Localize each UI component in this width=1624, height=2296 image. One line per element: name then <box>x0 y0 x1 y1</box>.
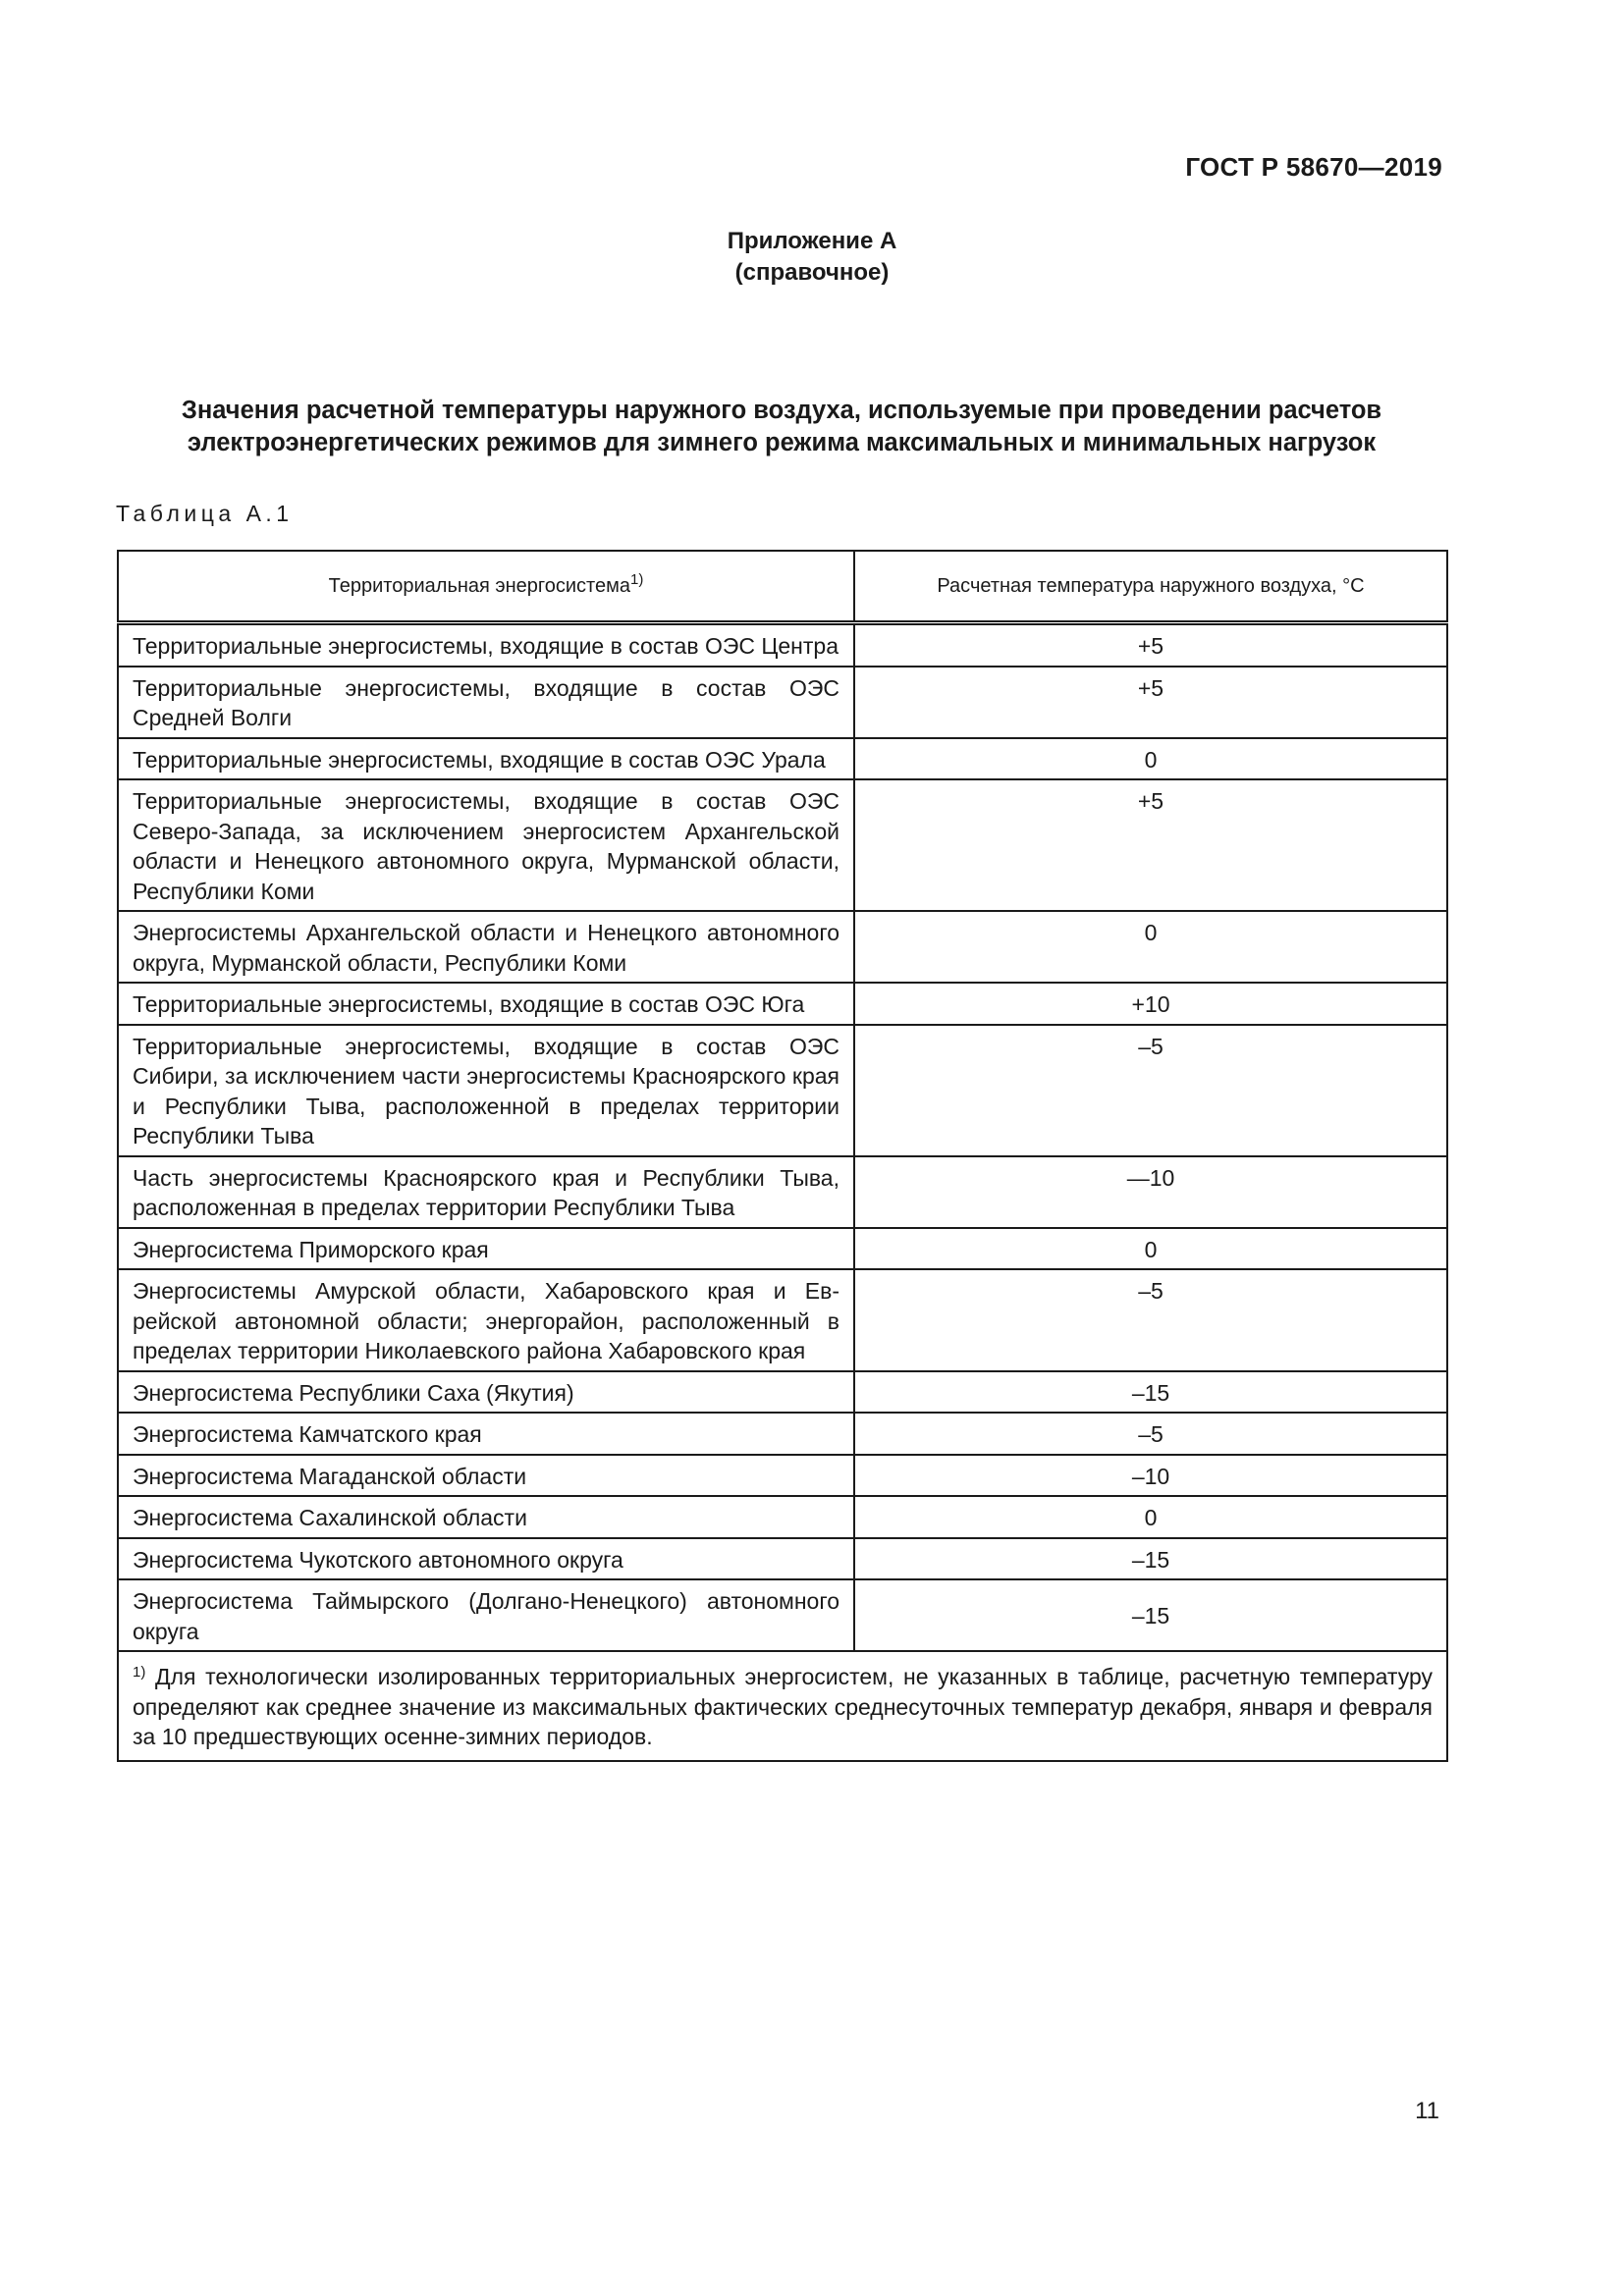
region-cell: Территориальные энергосистемы, входящие в состав ОЭС Сибири, за исключением части энергосистемы Красноярского края и Республики Тыва, расположенной в пределах территории Республики Тыва <box>118 1025 854 1156</box>
temperature-cell: +10 <box>854 983 1447 1025</box>
table-row <box>118 1413 1447 1455</box>
temperature-cell: –15 <box>854 1579 1447 1651</box>
document-title: Значения расчетной температуры наружного воздуха, используемые при проведении расчетов электроэнергетических режимов для зимнего режима максимальных и минимальных нагрузок <box>181 397 1382 456</box>
table-row <box>118 738 1447 780</box>
region-cell: Часть энергосистемы Красноярского края и Республики Тыва, расположенная в пределах территории Республики Тыва <box>118 1156 854 1228</box>
temperature-cell: –5 <box>854 1269 1447 1371</box>
footnote-text: Для технологически изолированных территориальных энергосистем, не указанных в таблице, расчетную температуру определяют как среднее значение из максимальных фактических среднесуточных температур декабря, января и февраля за 10 предшествующих осенне-зимних периодов. <box>133 1664 1433 1749</box>
region-cell: Территориальные энергосистемы, входящие в состав ОЭС Юга <box>118 983 854 1025</box>
document-code: ГОСТ Р 58670—2019 <box>1185 152 1442 182</box>
temperature-cell: –10 <box>854 1455 1447 1497</box>
header-region-label: Территориальная энергосистема <box>328 574 630 597</box>
table-header-row <box>118 551 1447 623</box>
region-cell: Энергосистемы Амурской области, Хабаровского края и Еврейской автономной области; энергорайон, расположенный в пределах территории Николаевского района Хабаровского края <box>118 1269 854 1371</box>
table-caption: Таблица А.1 <box>116 501 294 526</box>
page-number: 11 <box>1415 2098 1439 2124</box>
table-row <box>118 911 1447 983</box>
temperature-cell: —10 <box>854 1156 1447 1228</box>
region-cell: Энергосистема Приморского края <box>118 1228 854 1270</box>
header-temperature: Расчетная температура наружного воздуха, °С <box>854 551 1447 623</box>
region-cell: Энергосистема Сахалинской области <box>118 1496 854 1538</box>
table-row <box>118 1579 1447 1651</box>
temperature-table-container <box>117 550 1446 1762</box>
temperature-cell: +5 <box>854 623 1447 667</box>
region-cell: Энергосистемы Архангельской области и Ненецкого автономного округа, Мурманской области, Республики Коми <box>118 911 854 983</box>
region-cell: Энергосистема Магаданской области <box>118 1455 854 1497</box>
appendix-heading <box>0 226 1624 289</box>
temperature-cell: 0 <box>854 911 1447 983</box>
temperature-cell: 0 <box>854 1496 1447 1538</box>
appendix-kind: (справочное) <box>734 259 890 286</box>
temperature-cell: –5 <box>854 1025 1447 1156</box>
table-footnote-row <box>118 1651 1447 1761</box>
temperature-cell: –15 <box>854 1538 1447 1580</box>
table-row <box>118 1156 1447 1228</box>
table-row <box>118 1455 1447 1497</box>
table-row <box>118 1538 1447 1580</box>
region-cell: Территориальные энергосистемы, входящие в состав ОЭС Северо-Запада, за исключением энергосистем Архангельской области и Ненецкого автономного округа, Мурманской области, Республики Коми <box>118 779 854 911</box>
header-region <box>118 551 854 623</box>
table-row <box>118 667 1447 738</box>
region-cell: Территориальные энергосистемы, входящие в состав ОЭС Центра <box>118 623 854 667</box>
temperature-cell: 0 <box>854 1228 1447 1270</box>
table-row <box>118 1228 1447 1270</box>
region-cell: Территориальные энергосистемы, входящие в состав ОЭС Урала <box>118 738 854 780</box>
table-row <box>118 983 1447 1025</box>
table-row <box>118 1269 1447 1371</box>
temperature-cell: –5 <box>854 1413 1447 1455</box>
table-row <box>118 1025 1447 1156</box>
table-row <box>118 1371 1447 1414</box>
temperature-table <box>117 550 1448 1762</box>
table-row <box>118 623 1447 667</box>
temperature-cell: 0 <box>854 738 1447 780</box>
temperature-cell: +5 <box>854 779 1447 911</box>
header-footnote-mark: 1) <box>630 570 644 588</box>
region-cell: Энергосистема Чукотского автономного округа <box>118 1538 854 1580</box>
region-cell: Энергосистема Республики Саха (Якутия) <box>118 1371 854 1414</box>
appendix-title: Приложение А <box>727 228 897 254</box>
table-row <box>118 1496 1447 1538</box>
region-cell: Энергосистема Камчатского края <box>118 1413 854 1455</box>
temperature-cell: –15 <box>854 1371 1447 1414</box>
region-cell: Территориальные энергосистемы, входящие в состав ОЭС Средней Волги <box>118 667 854 738</box>
table-footnote <box>118 1651 1447 1761</box>
table-row <box>118 779 1447 911</box>
temperature-cell: +5 <box>854 667 1447 738</box>
footnote-mark: 1) <box>133 1664 146 1681</box>
region-cell: Энергосистема Таймырского (Долгано-Ненецкого) автономного округа <box>118 1579 854 1651</box>
